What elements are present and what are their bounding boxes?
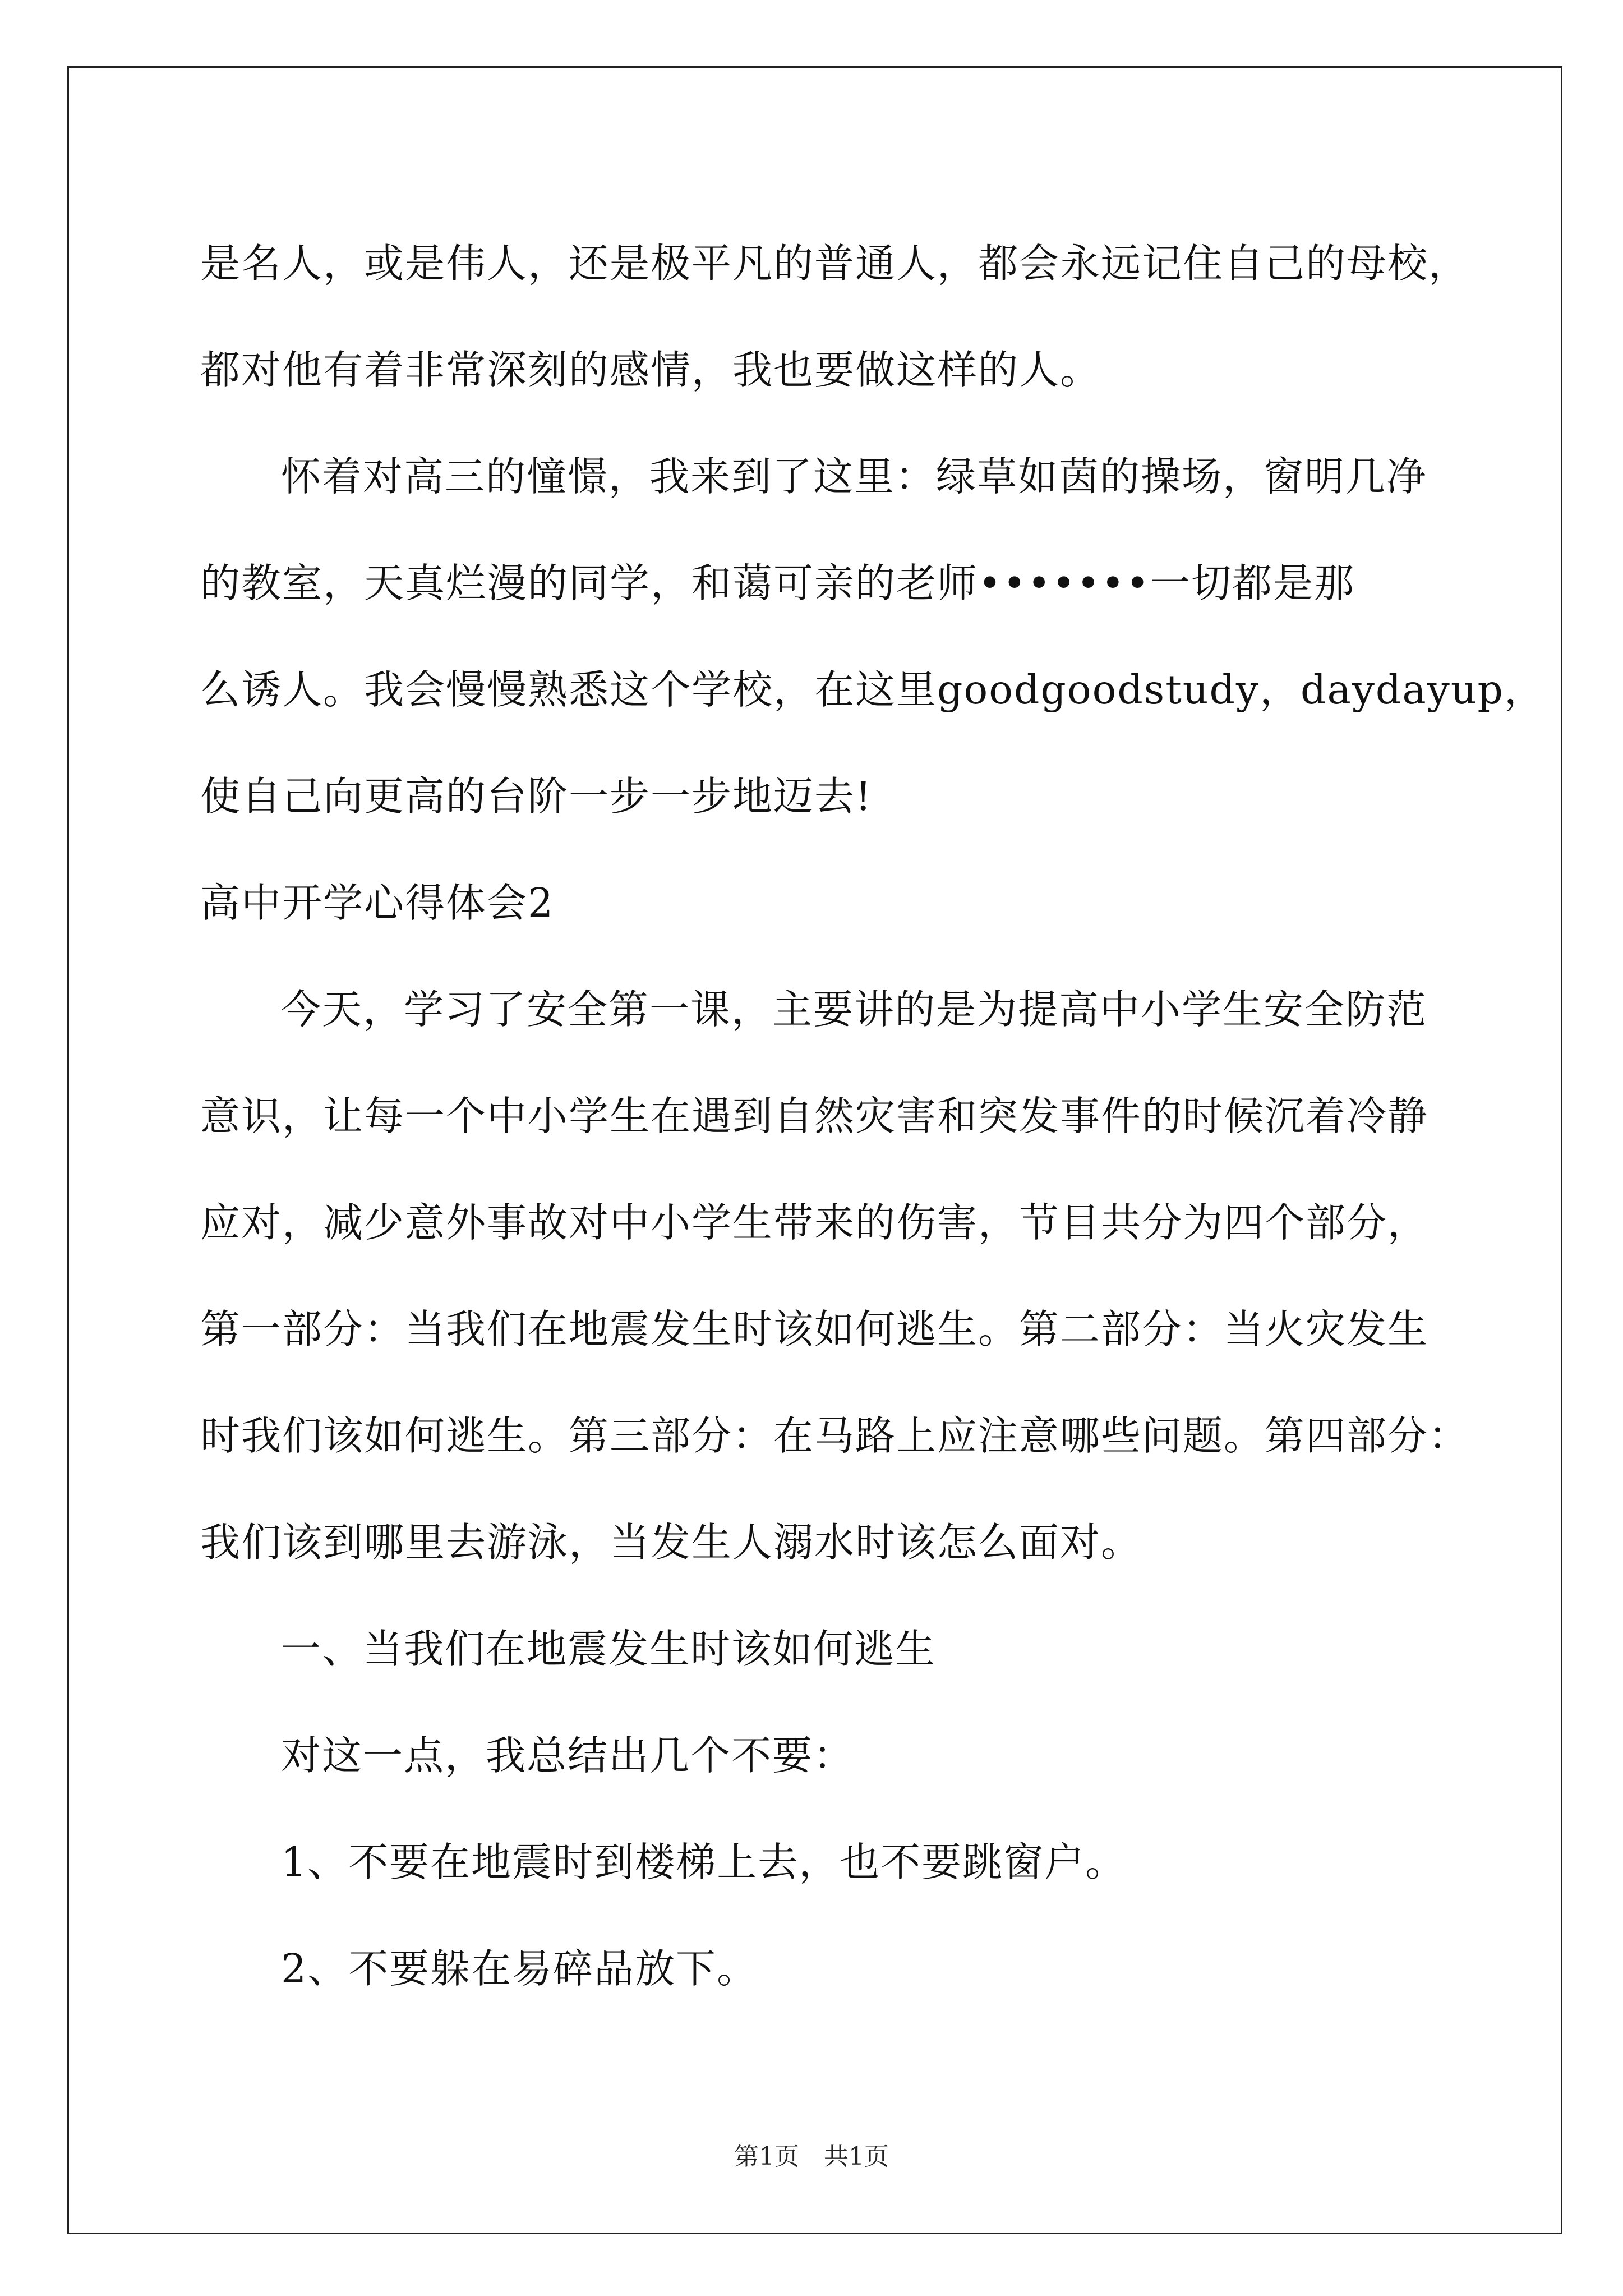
body-line: 第一部分：当我们在地震发生时该如何逃生。第二部分：当火灾发生	[200, 1306, 1429, 1352]
body-line: 应对，减少意外事故对中小学生带来的伤害，节目共分为四个部分，	[200, 1199, 1429, 1246]
subheading-line: 一、当我们在地震发生时该如何逃生	[281, 1626, 937, 1672]
body-line: 使自己向更高的台阶一步一步地迈去!	[200, 773, 873, 820]
body-line: 我们该到哪里去游泳，当发生人溺水时该怎么面对。	[200, 1519, 1142, 1566]
document-body	[200, 210, 1545, 2022]
page-number-footer: 第1页 共1页	[734, 2142, 889, 2171]
paragraph-start-line: 今天，学习了安全第一课，主要讲的是为提高中小学生安全防范	[281, 986, 1428, 1033]
paragraph-start-line: 对这一点，我总结出几个不要：	[281, 1732, 855, 1779]
body-line: 是名人，或是伟人，还是极平凡的普通人，都会永远记住自己的母校，	[200, 240, 1470, 287]
body-line: 的教室，天真烂漫的同学，和蔼可亲的老师•••••••一切都是那	[200, 560, 1355, 606]
list-item: 1、不要在地震时到楼梯上去，也不要跳窗户。	[281, 1839, 1127, 1885]
section-heading: 高中开学心得体会2	[200, 880, 555, 926]
list-item: 2、不要躲在易碎品放下。	[281, 1945, 758, 1992]
body-line: 时我们该如何逃生。第三部分：在马路上应注意哪些问题。第四部分：	[200, 1412, 1470, 1459]
body-line: 都对他有着非常深刻的感情，我也要做这样的人。	[200, 347, 1101, 393]
body-line: 意识，让每一个中小学生在遇到自然灾害和突发事件的时候沉着冷静	[200, 1093, 1429, 1139]
body-line: 么诱人。我会慢慢熟悉这个学校，在这里goodgoodstudy，daydayup，	[200, 666, 1545, 713]
paragraph-start-line: 怀着对高三的憧憬，我来到了这里：绿草如茵的操场，窗明几净	[281, 453, 1428, 500]
